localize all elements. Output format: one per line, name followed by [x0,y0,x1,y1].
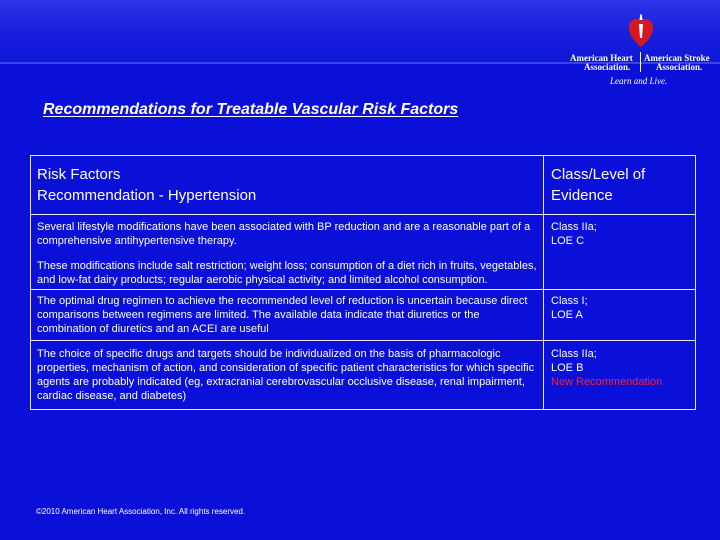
copyright-footer: ©2010 American Heart Association, Inc. All rights reserved. [36,507,246,516]
recommendation-text: Several lifestyle modifications have been associated with BP reduction and are a reasonable part of a comprehensive antihypertensive therapy. [37,221,531,247]
recommendation-text: These modifications include salt restriction; weight loss; consumption of a diet rich in fruits, vegetables, and low-fat dairy products; regular aerobic physical activity; and limited alcohol consumption. [37,260,537,286]
header-evidence: Evidence [551,187,613,204]
table-header-row [31,156,696,215]
aha-name-line1: American Heart [570,53,633,63]
header-recommendation: Recommendation - Hypertension [37,187,257,204]
loe-value: LOE C [551,235,585,247]
asa-name-line2: Association. [656,62,703,72]
header-cell-class [544,156,696,215]
class-value: Class IIa; [551,221,597,233]
loe-value: LOE A [551,309,583,321]
slide-title: Recommendations for Treatable Vascular Risk Factors [43,101,459,118]
aha-name-line2: Association. [584,62,631,72]
recommendation-cell [31,341,544,410]
header-class-level: Class/Level of [551,166,646,183]
recommendation-text: The choice of specific drugs and targets should be individualized on the basis of pharmacologic properties, mechanism of action, and consideration of specific patient characteristics for which specific agents are probably indicated (eg, extracranial cerebrovascular occlusive disease, renal impairment, cardiac disease, and diabetes) [37,348,535,402]
class-cell [544,341,696,410]
header-risk-factors: Risk Factors [37,166,121,183]
logo-tagline: Learn and Live. [610,76,668,86]
table-row [31,341,696,410]
aha-name [570,54,633,72]
class-value: Class I; [551,295,588,307]
asa-name-line1: American Stroke [644,53,710,63]
class-value: Class IIa; [551,348,597,360]
heart-torch-icon [628,14,654,48]
table-row [31,290,696,341]
aha-asa-logo [568,14,716,88]
header-cell-recommendation [31,156,544,215]
recommendation-cell [31,290,544,341]
recommendation-text: The optimal drug regimen to achieve the recommended level of reduction is uncertain because direct comparisons between regimens are limited. The available data indicate that diuretics or the combination of diuretics and an ACEI are useful [37,295,528,335]
new-recommendation-badge: New Recommendation [551,376,663,388]
class-cell [544,290,696,341]
recommendations-table [30,155,696,410]
recommendation-cell [31,215,544,290]
asa-name [644,54,710,72]
loe-value: LOE B [551,362,584,374]
class-cell [544,215,696,290]
logo-divider [640,52,641,72]
table-row [31,215,696,290]
